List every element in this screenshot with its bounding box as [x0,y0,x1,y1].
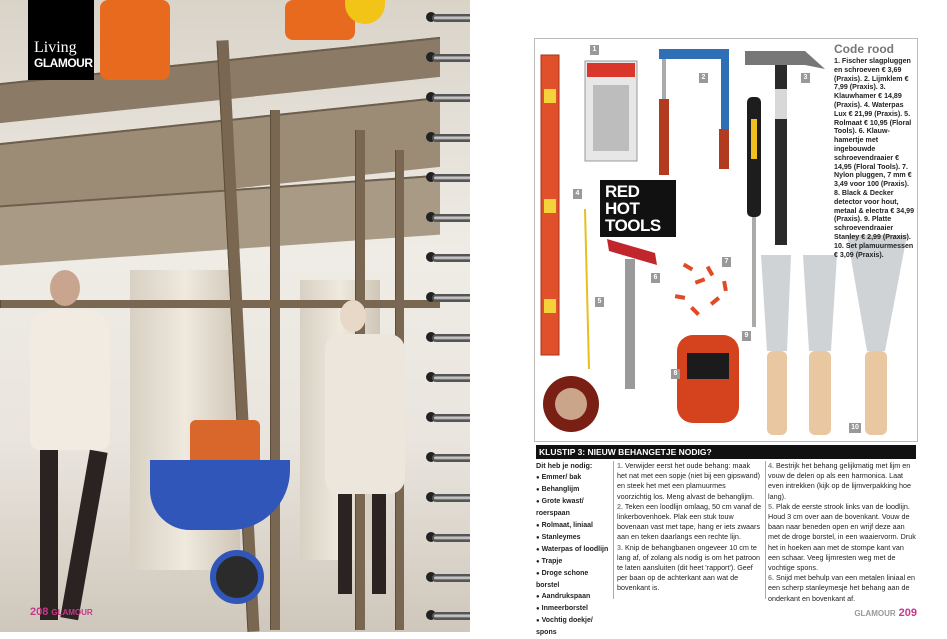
column-divider [765,461,766,599]
steps-column-1 [617,461,762,594]
glue-clamp [659,49,729,175]
step-number: 4. [768,461,774,470]
red-hot-tools-badge [600,180,676,237]
living-glamour-logo [28,0,94,80]
spirit-level [541,55,559,355]
nylon-plugs [675,263,728,316]
tool-number-tag: 2 [699,73,708,83]
step-text: Plak de eerste strook links van de loodlijn. Houd 3 cm over aan de bovenkant. Vouw de baan naar beneden open en wrijf deze aan met de droge borstel, in een waaiervorm. Druk het in hoeken aan met de stompe kant van een schaar. Veeg lijmresten weg met de vochtige spons. [768,501,916,573]
fischer-plugs-pack [585,61,637,161]
tool-number-tag: 7 [722,257,731,267]
page-number: 208 [30,606,49,618]
folio-brand: GLAMOUR [51,608,93,617]
blue-wheelbarrow [150,460,300,610]
right-page [470,0,947,637]
tool-number-tag: 3 [801,73,810,83]
tool-number-tag: 10 [849,423,861,433]
badge-line1: RED HOT [605,182,640,218]
tool-number-tag: 5 [595,297,604,307]
step-paragraph [617,543,762,594]
model-white-coat [320,300,420,610]
step-text: Snijd met behulp van een metalen liniaal en een scherp stanleymesje het behang aan de onderkant en bovenkant af. [768,573,916,603]
step-paragraph [768,502,916,573]
tool-number-tag: 9 [742,331,751,341]
logo-line2: GLAMOUR [34,56,93,70]
column-divider [613,461,614,599]
claw-hammer-screwdriver [607,239,657,389]
list-item: ● Trapje [536,556,612,568]
tool-number-tag: 1 [590,45,599,55]
list-item: ● Grote kwast/ roerspaan [536,496,612,519]
list-item: ● Aandrukspaan [536,591,612,603]
code-rood-title: Code rood [834,42,894,56]
tool-number-tag: 6 [651,273,660,283]
list-item: ● Emmer/ bak [536,472,612,484]
step-text: Bestrijk het behang gelijkmatig met lijm en vouw de delen op als een harmonica. Laat even intrekken (kijk op de lijmverpakking hoe lang). [768,461,912,501]
page-number: 209 [898,607,917,619]
steps-column-2 [768,461,916,604]
page-number-right [854,607,917,619]
step-number: 2. [617,501,623,511]
worker-orange-vest [100,0,170,80]
list-item: ● Inmeerborstel [536,603,612,615]
step-text: Verwijder eerst het oude behang: maak het nat met een sopje (niet bij een gipswand) en steek het met een plamuurmes voorzichtig los. Meng alvast de behanglijm. [617,461,761,501]
step-paragraph [768,461,916,502]
folio-brand: GLAMOUR [854,609,896,618]
supplies-list [536,461,612,639]
tool-number-tag: 4 [573,189,582,199]
tool-number-tag: 8 [671,369,680,379]
list-item: ● Stanleymes [536,532,612,544]
step-text: Knip de behangbanen ongeveer 10 cm te lang af, of zolang als nodig is om het patroon te laten aansluiten (dit heet 'rapport'). Geef per baan op de achterkant aan wat de bovenkant is. [617,542,761,593]
step-number: 5. [768,501,774,511]
putty-knives-set [761,235,907,435]
black-decker-detector [677,335,739,423]
step-number: 6. [768,573,774,583]
list-item: ● Droge schone borstel [536,568,612,591]
list-item: ● Rolmaat, liniaal [536,520,612,532]
page-number-left [30,606,93,618]
list-item: ● Waterpas of loodlijn [536,544,612,556]
logo-line1: Living [34,39,77,56]
step-text: Teken een loodlijn omlaag, 50 cm vanaf de linkerbovenhoek. Plak een stuk touw bovenaan vast met tape, hang er iets zwaars aan en teken daarlangs een rechte lijn. [617,501,762,542]
step-paragraph [617,502,762,543]
supplies-heading: Dit heb je nodig: [536,461,593,470]
code-rood-caption [834,42,916,259]
step-paragraph [768,573,916,604]
list-item: ● Behanglijm [536,484,612,496]
flat-screwdriver [747,97,761,327]
step-number: 1. [617,461,623,470]
code-rood-text: 1. Fischer slagpluggen en schroeven € 3,69 (Praxis). 2. Lijmklem € 7,99 (Praxis). 3. Klauwhamer € 14,89 (Praxis). 4. Waterpas Lux € 21,99 (Praxis). 5. Rolmaat € 10,95 (Floral Tools). 6. Klauw-hamertje met ingebouwde schroevendraaier € 14,95 (Floral Tools). 7. Nylon pluggen, 7 mm € 3,49 voor 100 (Praxis). 8. Black & Decker detector voor hout, metaal & electra € 34,99 (Praxis). 9. Platte schroevendraaier Stanley € 2,99 (Praxis). 10. Set plamuurmessen € 3,09 (Praxis). [834,57,915,259]
step-paragraph [617,461,762,502]
badge-line2: TOOLS [605,216,661,235]
step-number: 3. [617,542,623,552]
klustip-heading: KLUSTIP 3: NIEUW BEHANGETJE NODIG? [536,445,916,459]
left-page-photo [0,0,470,632]
list-item: ● Vochtig doekje/ spons [536,615,612,638]
model-white-dress [20,270,110,630]
